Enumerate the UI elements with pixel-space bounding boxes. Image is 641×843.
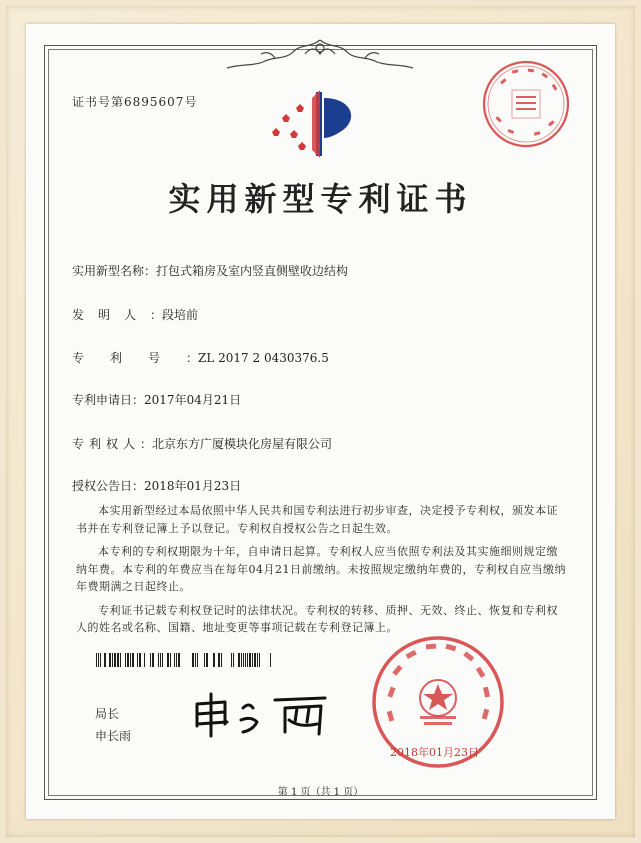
barcode-bar (197, 653, 198, 667)
paragraph: 本专利的专利权期限为十年，自申请日起算。专利权人应当依照专利法及其实施细则规定缴纳年费。本专利的年费应当在每年04月21日前缴纳。未按照规定缴纳年费的，专利权自应当缴纳年费期满之日起终止。 (76, 545, 566, 593)
barcode-bar (132, 653, 134, 667)
star-icon (423, 684, 453, 710)
paragraph: 专利证书记载专利权登记时的法律状况。专利权的转移、质押、无效、终止、恢复和专利权人的姓名或名称、国籍、地址变更等事项记载在专利登记簿上。 (76, 603, 558, 634)
field-label: 专利号 (72, 351, 187, 365)
director-name: 申长雨 (95, 729, 132, 743)
barcode-bar (243, 653, 244, 667)
field-value: ZL 2017 2 0430376.5 (198, 351, 329, 365)
barcode-bar (162, 653, 163, 667)
barcode-bar (254, 653, 256, 667)
handwritten-signature (185, 690, 355, 740)
field-label: 专利申请日 (72, 393, 133, 407)
barcode-bar (152, 653, 154, 667)
barcode-bar (120, 653, 121, 667)
barcode-bar (238, 653, 240, 667)
barcode-bar (247, 653, 248, 667)
barcode-bar (160, 653, 161, 667)
star-icon (298, 142, 306, 150)
barcode-bar (114, 653, 116, 667)
patent-office-logo (268, 88, 378, 160)
barcode-bar (150, 653, 151, 667)
barcode-bar (204, 653, 205, 667)
field-label: 发明人 (72, 308, 151, 322)
barcode-bar (170, 653, 171, 667)
field-utility-model-name: 实用新型名称：打包式箱房及室内竖直侧壁收边结构 (72, 264, 349, 278)
barcode-bar (213, 653, 215, 667)
field-value: 2017年04月21日 (144, 393, 242, 407)
barcode-bar (130, 653, 131, 667)
barcode-bar (252, 653, 253, 667)
barcode-bar (233, 653, 234, 667)
small-red-seal (478, 56, 574, 152)
barcode-bar (270, 653, 271, 667)
certificate-border-inner (48, 49, 593, 796)
barcode (96, 653, 276, 667)
star-icon (296, 104, 304, 112)
barcode-bar (158, 653, 159, 667)
field-grant-date: 授权公告日：2018年01月23日 (72, 479, 242, 493)
barcode-bar (174, 653, 175, 667)
barcode-bar (206, 653, 208, 667)
field-label: 实用新型名称 (72, 264, 145, 278)
barcode-bar (176, 653, 177, 667)
barcode-bar (104, 653, 106, 667)
barcode-bar (100, 653, 101, 667)
barcode-bar (192, 653, 194, 667)
certificate-number: 证书号第6895607号 (72, 95, 198, 109)
barcode-bar (98, 653, 99, 667)
barcode-bar (125, 653, 126, 667)
field-application-date: 专利申请日：2017年04月21日 (72, 393, 242, 407)
field-value: 2018年01月23日 (144, 479, 242, 493)
ornament-top (215, 34, 425, 74)
director-title: 局长 (95, 707, 120, 721)
barcode-bar (178, 653, 180, 667)
star-icon (290, 130, 298, 138)
field-value: 段培前 (162, 308, 199, 322)
barcode-bar (137, 653, 138, 667)
barcode-bar (144, 653, 145, 667)
star-icon (282, 114, 290, 122)
barcode-bar (241, 653, 242, 667)
star-icon (272, 128, 280, 136)
field-value: 北京东方广厦模块化房屋有限公司 (152, 437, 333, 451)
barcode-bar (112, 653, 113, 667)
field-label: 专利权人 (72, 437, 141, 451)
paragraph: 本实用新型经过本局依照中华人民共和国专利法进行初步审查，决定授予专利权，颁发本证书并在专利登记簿上予以登记。专利权自授权公告之日起生效。 (76, 504, 558, 535)
field-value: 打包式箱房及室内竖直侧壁收边结构 (156, 264, 349, 278)
page-number: 第 1 页（共 1 页） (277, 787, 364, 798)
field-inventor: 发明人：段培前 (72, 308, 199, 322)
field-patentee: 专利权人：北京东方广厦模块化房屋有限公司 (72, 437, 333, 451)
certificate-title: 实用新型专利证书 (168, 180, 473, 218)
barcode-bar (218, 653, 220, 667)
barcode-bar (195, 653, 196, 667)
barcode-bar (231, 653, 232, 667)
barcode-bar (221, 653, 222, 667)
barcode-bar (249, 653, 251, 667)
barcode-bar (167, 653, 169, 667)
barcode-bar (139, 653, 141, 667)
field-label: 授权公告日 (72, 479, 133, 493)
barcode-bar (245, 653, 246, 667)
seal-date: 2018年01月23日 (390, 746, 479, 759)
barcode-bar (257, 653, 258, 667)
barcode-bar (109, 653, 111, 667)
body-paragraphs (76, 502, 566, 643)
barcode-bar (127, 653, 129, 667)
barcode-bar (259, 653, 260, 667)
barcode-bar (96, 653, 97, 667)
field-patent-number: 专利号：ZL 2017 2 0430376.5 (72, 351, 329, 365)
barcode-bar (117, 653, 119, 667)
